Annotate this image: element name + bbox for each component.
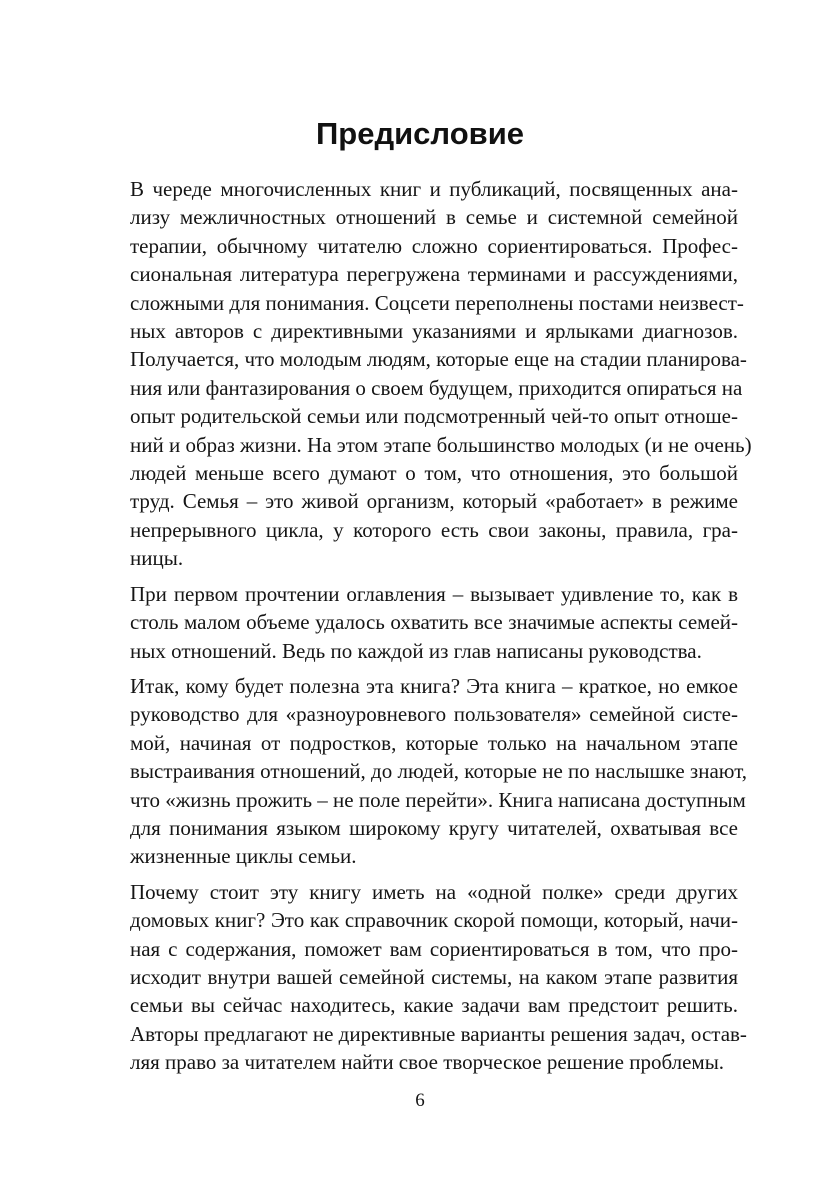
text-line: исходит внутри вашей семейной системы, на каком этапе развития <box>130 964 738 989</box>
text-line: Итак, кому будет полезна эта книга? Эта книга – краткое, но емкое <box>130 673 738 698</box>
paragraph-3 <box>102 672 748 871</box>
text-line: столь малом объеме удалось охватить все значимые аспекты семей- <box>130 610 738 635</box>
text-line: домовых книг? Это как справочник скорой помощи, который, начи- <box>130 908 738 933</box>
page-number: 6 <box>415 1090 425 1111</box>
paragraph-4 <box>102 878 747 1077</box>
preface-body <box>102 175 752 1084</box>
text-line: сложными для понимания. Соцсети переполнены постами неизвест- <box>130 290 744 315</box>
text-line: что «жизнь прожить – не поле перейти». Книга написана доступным <box>130 787 746 812</box>
text-line: сиональная литература перегружена терминами и рассуждениями, <box>130 262 738 287</box>
text-line: терапии, обычному читателю сложно сориентироваться. Профес- <box>130 233 738 258</box>
text-line: руководство для «разноуровневого пользователя» семейной систе- <box>130 702 738 727</box>
text-line: для понимания языком широкому кругу читателей, охватывая все <box>130 815 738 840</box>
text-line: Получается, что молодым людям, которые еще на стадии планирова- <box>130 347 747 372</box>
page-title: Предисловие <box>315 116 524 151</box>
text-line: людей меньше всего думают о том, что отношения, это большой <box>130 461 738 486</box>
text-line: ных отношений. Ведь по каждой из глав написаны руководства. <box>130 638 702 663</box>
text-line: При первом прочтении оглавления – вызывает удивление то, как в <box>130 581 738 606</box>
text-line: ных авторов с директивными указаниями и ярлыками диагнозов. <box>130 319 738 344</box>
text-line: непрерывного цикла, у которого есть свои законы, правила, гра- <box>130 517 738 542</box>
text-line: мой, начиная от подростков, которые только на начальном этапе <box>130 730 738 755</box>
text-line: лизу межличностных отношений в семье и системной семейной <box>130 205 738 230</box>
text-line: семьи вы сейчас находитесь, какие задачи вам предстоит решить. <box>130 993 738 1018</box>
text-line: Авторы предлагают не директивные варианты решения задач, остав- <box>130 1021 747 1046</box>
paragraph-2 <box>102 580 738 665</box>
paragraph-1 <box>102 175 752 573</box>
text-line: ная с содержания, поможет вам сориентироваться в том, что про- <box>130 936 738 961</box>
text-line: В череде многочисленных книг и публикаций, посвященных ана- <box>130 177 738 201</box>
text-line: Почему стоит эту книгу иметь на «одной полке» среди других <box>130 879 738 904</box>
text-line: выстраивания отношений, до людей, которые не по наслышке знают, <box>130 759 748 784</box>
text-line: ний и образ жизни. На этом этапе большинство молодых (и не очень) <box>130 432 752 457</box>
text-line: труд. Семья – это живой организм, который «работает» в режиме <box>130 489 738 514</box>
text-line: опыт родительской семьи или подсмотренный чей-то опыт отноше- <box>130 404 738 429</box>
text-line: ляя право за читателем найти свое творческое решение проблемы. <box>130 1050 725 1075</box>
text-line: жизненные циклы семьи. <box>130 844 357 869</box>
text-line: ницы. <box>130 546 184 571</box>
text-line: ния или фантазирования о своем будущем, приходится опираться на <box>130 375 743 400</box>
